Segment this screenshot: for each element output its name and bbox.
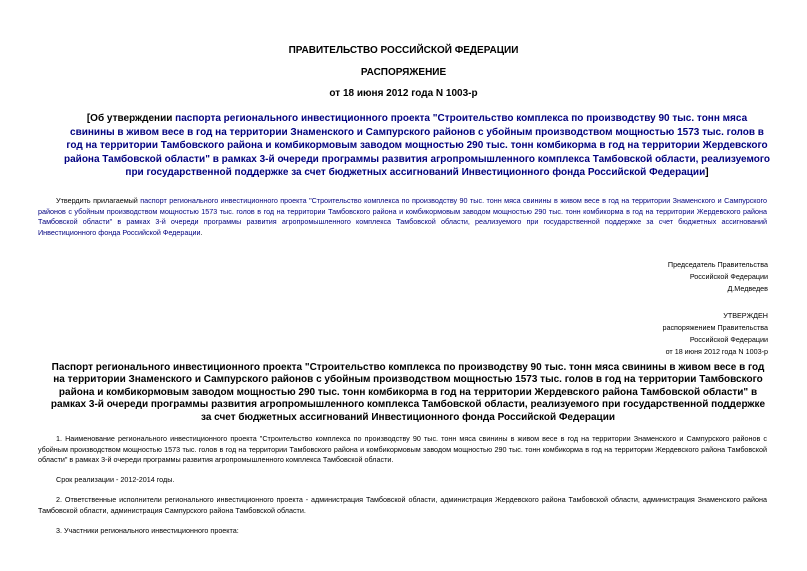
signature-block — [500, 259, 768, 295]
signature-title: Председатель Правительства — [667, 260, 768, 269]
signature-org: Российской Федерации — [689, 272, 768, 281]
item-2: 2. Ответственные исполнители регионального инвестиционного проекта - администрация Тамбовской области, администрация Жердевского района Тамбовской области, администрация Знаменского района Тамбовской области, администрация Сампурского района Тамбовской области. — [38, 495, 767, 515]
subject-open: [Об утверждении — [86, 113, 176, 124]
approved-label: УТВЕРЖДЕН — [723, 311, 768, 320]
item-1: 1. Наименование регионального инвестиционного проекта "Строительство комплекса по производству 90 тыс. тонн мяса свинины в живом весе в год на территории Знаменского и Сампурского районов с убойным производством мощностью 1573 тыс. голов в год на территории Тамбовского района и комбикормовым заводом мощностью 290 тыс. тонн комбикорма в год на территории Жердевского района Тамбовской области" в рамках 3-й очереди программы развития агропромышленного комплекса Тамбовской области. — [38, 434, 767, 465]
subject-close: ] — [705, 167, 709, 179]
subject-link[interactable]: паспорта регионального инвестиционного проекта "Строительство комплекса по производству 90 тыс. тонн мяса свинины в живом весе в год на территории Знаменского и Сампурского районов с убойным производством мощностью 1573 тыс. голов в год на территории Тамбовского района и комбикормовым заводом мощностью 290 тыс. тонн комбикорма в год на территории Жердевского района Тамбовской области" в рамках 3-й очереди программы развития агропромышленного комплекса Тамбовской области, реализуемого при государственной поддержке за счет бюджетных ассигнований Инвестиционного фонда Российской Федерации — [64, 113, 771, 179]
item-3: 3. Участники регионального инвестиционного проекта: — [56, 526, 239, 535]
passport-title: Паспорт регионального инвестиционного проекта "Строительство комплекса по производству 90 тыс. тонн мяса свинины в живом весе в год на территории Знаменского и Сампурского районов с убойным производством мощностью 1573 тыс. голов в год на территории Тамбовского района и комбикормовым заводом мощностью 290 тыс. тонн комбикорма в год на территории Жердевского района Тамбовской области" в рамках 3-й очереди программы развития агропромышленного комплекса Тамбовской области, реализуемого при государственной поддержке за счет бюджетных ассигнований Инвестиционного фонда Российской Федерации — [50, 362, 766, 423]
approved-org: Российской Федерации — [689, 335, 768, 344]
doc-type-heading: РАСПОРЯЖЕНИЕ — [360, 67, 447, 78]
approved-block — [500, 310, 768, 358]
item-term: Срок реализации - 2012-2014 годы. — [56, 475, 175, 484]
date-number: от 18 июня 2012 года N 1003-р — [329, 88, 478, 99]
government-heading: ПРАВИТЕЛЬСТВО РОССИЙСКОЙ ФЕДЕРАЦИИ — [288, 45, 519, 56]
signature-name: Д.Медведев — [727, 284, 768, 293]
order-lead: Утвердить прилагаемый — [56, 196, 141, 205]
approved-date: от 18 июня 2012 года N 1003-р — [665, 347, 768, 356]
subject-heading — [64, 112, 770, 180]
order-paragraph — [38, 196, 767, 238]
order-link[interactable]: паспорт регионального инвестиционного проекта "Строительство комплекса по производству 90 тыс. тонн мяса свинины в живом весе в год на территории Знаменского и Сампурского районов с убойным производством мощностью 1573 тыс. голов в год на территории Тамбовского района и комбикормовым заводом мощностью 290 тыс. тонн комбикорма в год на территории Жердевского района Тамбовской области" в рамках 3-й очереди программы развития агропромышленного комплекса Тамбовской области, реализуемого при государственной поддержке за счет бюджетных ассигнований Инвестиционного фонда Российской Федерации — [38, 196, 767, 237]
approved-by: распоряжением Правительства — [662, 323, 768, 332]
order-end: . — [200, 227, 203, 237]
